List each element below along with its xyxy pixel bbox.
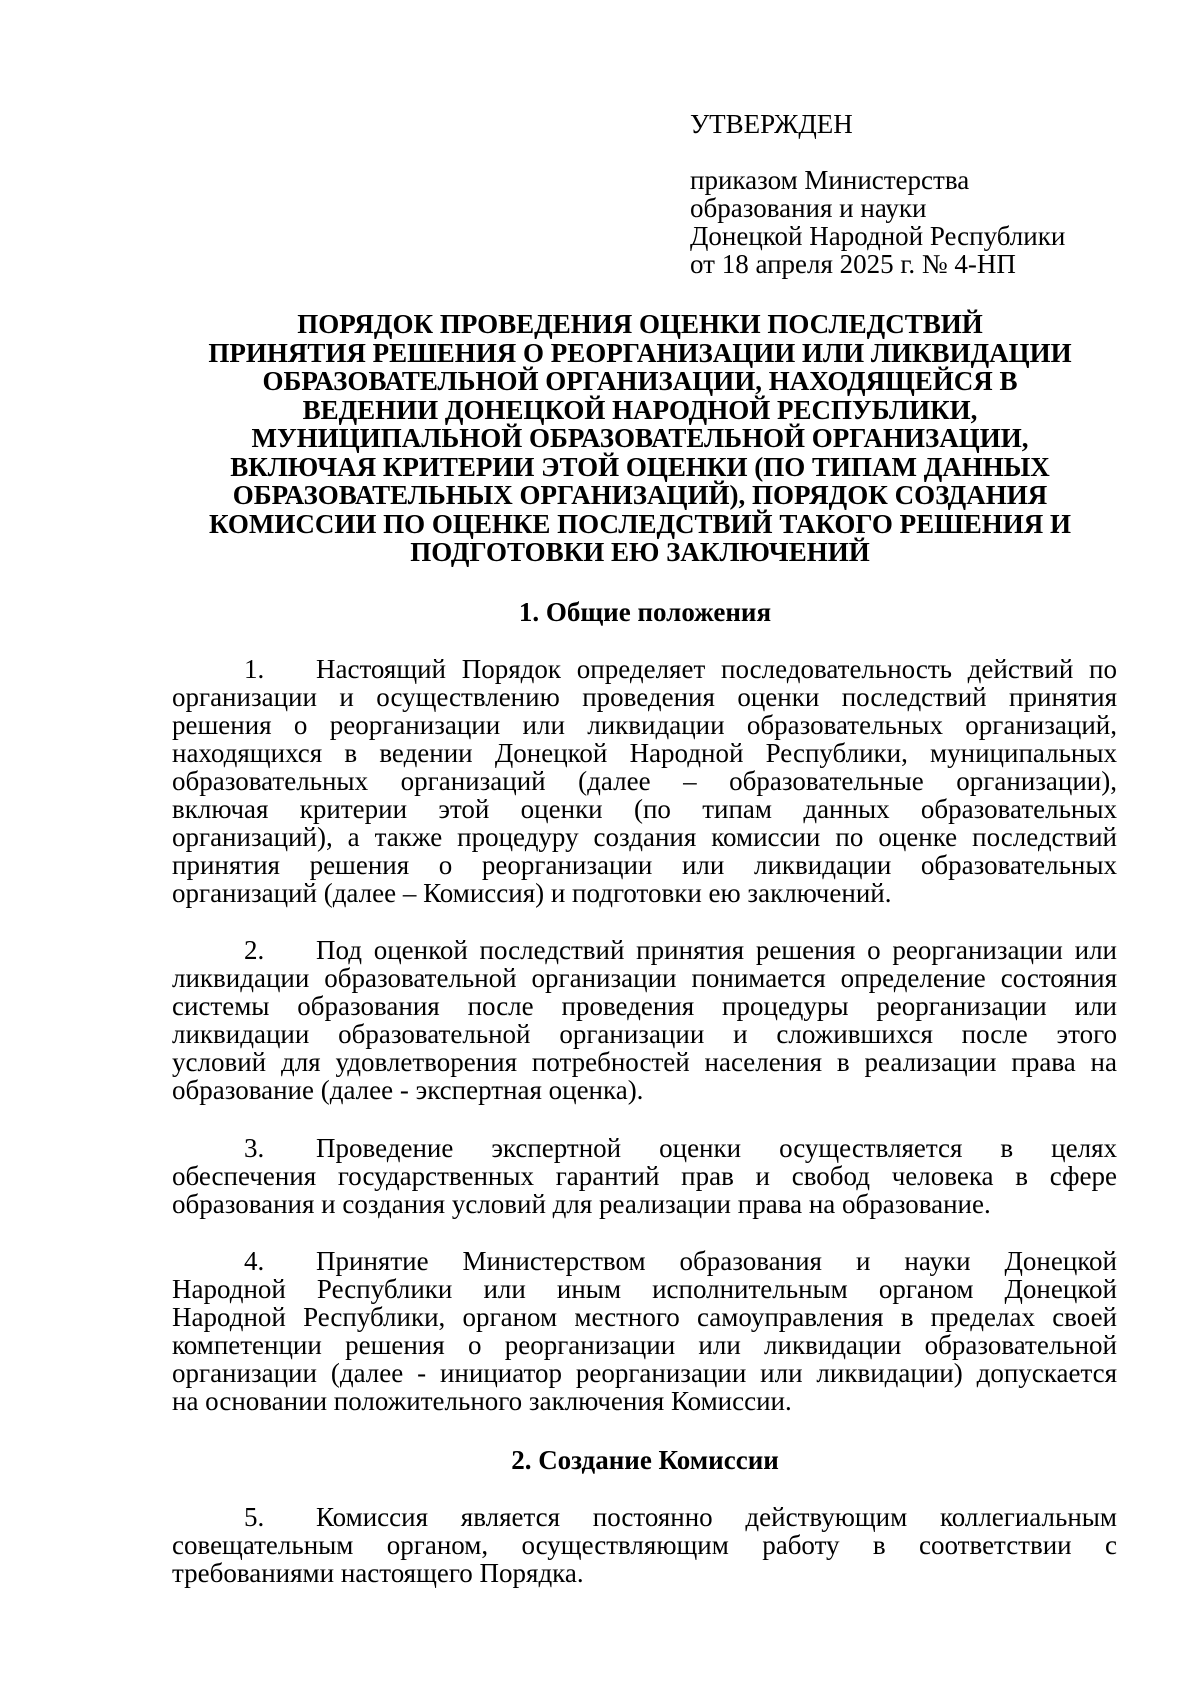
paragraph-line xyxy=(172,655,1117,683)
paragraph-line: организаций (далее – Комиссия) и подготовки ею заключений. xyxy=(172,878,892,908)
approval-line: от 18 апреля 2025 г. № 4-НП xyxy=(690,249,1016,279)
paragraph-line: требованиями настоящего Порядка. xyxy=(172,1558,584,1588)
title-line: ВКЛЮЧАЯ КРИТЕРИИ ЭТОЙ ОЦЕНКИ (ПО ТИПАМ ДАННЫХ xyxy=(230,451,1050,482)
paragraph-line: ликвидации образовательной организации и сложившихся после этого xyxy=(172,1019,1117,1049)
paragraph-number: 2. xyxy=(244,935,265,965)
paragraph-line: образовательных организаций (далее – образовательные организации), xyxy=(172,766,1117,796)
paragraph-line: Народной Республики или иным исполнительным органом Донецкой xyxy=(172,1274,1117,1304)
paragraph-line xyxy=(172,1503,1117,1531)
title-line: ОБРАЗОВАТЕЛЬНОЙ ОРГАНИЗАЦИИ, НАХОДЯЩЕЙСЯ В xyxy=(262,366,1018,396)
title-line: КОМИССИИ ПО ОЦЕНКЕ ПОСЛЕДСТВИЙ ТАКОГО РЕШЕНИЯ И xyxy=(208,508,1072,539)
document-title xyxy=(175,310,1105,567)
approval-line: образования и науки xyxy=(690,193,927,223)
paragraph-line: условий для удовлетворения потребностей населения в реализации права на xyxy=(172,1047,1117,1077)
paragraph xyxy=(172,1134,1117,1218)
section-heading: 1. Общие положения xyxy=(518,597,772,627)
paragraph-line: организации и осуществлению проведения оценки последствий принятия xyxy=(172,682,1117,712)
paragraph-number: 1. xyxy=(244,654,265,684)
approval-heading: УТВЕРЖДЕН xyxy=(690,109,853,139)
approval-line: приказом Министерства xyxy=(690,165,970,195)
approval-block xyxy=(690,110,1110,278)
paragraph-line: принятия решения о реорганизации или ликвидации образовательных xyxy=(172,850,1117,880)
paragraph xyxy=(172,655,1117,907)
paragraph-line: компетенции решения о реорганизации или ликвидации образовательной xyxy=(172,1330,1117,1360)
paragraph-line: ликвидации образовательной организации понимается определение состояния xyxy=(172,963,1117,993)
approval-line: Донецкой Народной Республики xyxy=(690,221,1066,251)
paragraph xyxy=(172,1503,1117,1587)
paragraph-line: решения о реорганизации или ликвидации образовательных организаций, xyxy=(172,710,1117,740)
paragraph-line: совещательным органом, осуществляющим работу в соответствии с xyxy=(172,1530,1117,1560)
paragraph-line: обеспечения государственных гарантий прав и свобод человека в сфере xyxy=(172,1161,1117,1191)
paragraph-line: включая критерии этой оценки (по типам данных образовательных xyxy=(172,794,1117,824)
paragraph-number: 5. xyxy=(244,1502,265,1532)
paragraph-line xyxy=(172,1134,1117,1162)
paragraph-text: Под оценкой последствий принятия решения о реорганизации или xyxy=(316,935,1117,965)
paragraph-text: Принятие Министерством образования и науки Донецкой xyxy=(316,1246,1117,1276)
paragraph-number: 4. xyxy=(244,1246,265,1276)
paragraph-line xyxy=(172,936,1117,964)
title-line: ВЕДЕНИИ ДОНЕЦКОЙ НАРОДНОЙ РЕСПУБЛИКИ, xyxy=(302,394,978,425)
title-line: ПРИНЯТИЯ РЕШЕНИЯ О РЕОРГАНИЗАЦИИ ИЛИ ЛИКВИДАЦИИ xyxy=(208,337,1072,368)
paragraph-line: системы образования после проведения процедуры реорганизации или xyxy=(172,991,1117,1021)
paragraph xyxy=(172,1247,1117,1415)
paragraph-text: Настоящий Порядок определяет последовательность действий по xyxy=(316,654,1117,684)
paragraph-line: образования и создания условий для реализации права на образование. xyxy=(172,1189,991,1219)
title-line: МУНИЦИПАЛЬНОЙ ОБРАЗОВАТЕЛЬНОЙ ОРГАНИЗАЦИИ, xyxy=(251,423,1029,453)
paragraph-line: Народной Республики, органом местного самоуправления в пределах своей xyxy=(172,1302,1117,1332)
title-line: ПОРЯДОК ПРОВЕДЕНИЯ ОЦЕНКИ ПОСЛЕДСТВИЙ xyxy=(297,309,983,339)
paragraph-number: 3. xyxy=(244,1133,265,1163)
paragraph-line: находящихся в ведении Донецкой Народной Республики, муниципальных xyxy=(172,738,1117,768)
paragraph-line: организации (далее - инициатор реорганизации или ликвидации) допускается xyxy=(172,1358,1117,1388)
paragraph xyxy=(172,936,1117,1104)
title-line: ПОДГОТОВКИ ЕЮ ЗАКЛЮЧЕНИЙ xyxy=(410,537,870,567)
paragraph-text: Комиссия является постоянно действующим коллегиальным xyxy=(316,1502,1117,1532)
section-heading: 2. Создание Комиссии xyxy=(511,1445,779,1475)
title-line: ОБРАЗОВАТЕЛЬНЫХ ОРГАНИЗАЦИЙ), ПОРЯДОК СОЗДАНИЯ xyxy=(232,480,1048,510)
paragraph-text: Проведение экспертной оценки осуществляется в целях xyxy=(316,1133,1117,1163)
paragraph-line: образование (далее - экспертная оценка). xyxy=(172,1075,644,1105)
paragraph-line: на основании положительного заключения Комиссии. xyxy=(172,1386,792,1416)
paragraph-line xyxy=(172,1247,1117,1275)
paragraph-line: организаций), а также процедуру создания комиссии по оценке последствий xyxy=(172,822,1117,852)
